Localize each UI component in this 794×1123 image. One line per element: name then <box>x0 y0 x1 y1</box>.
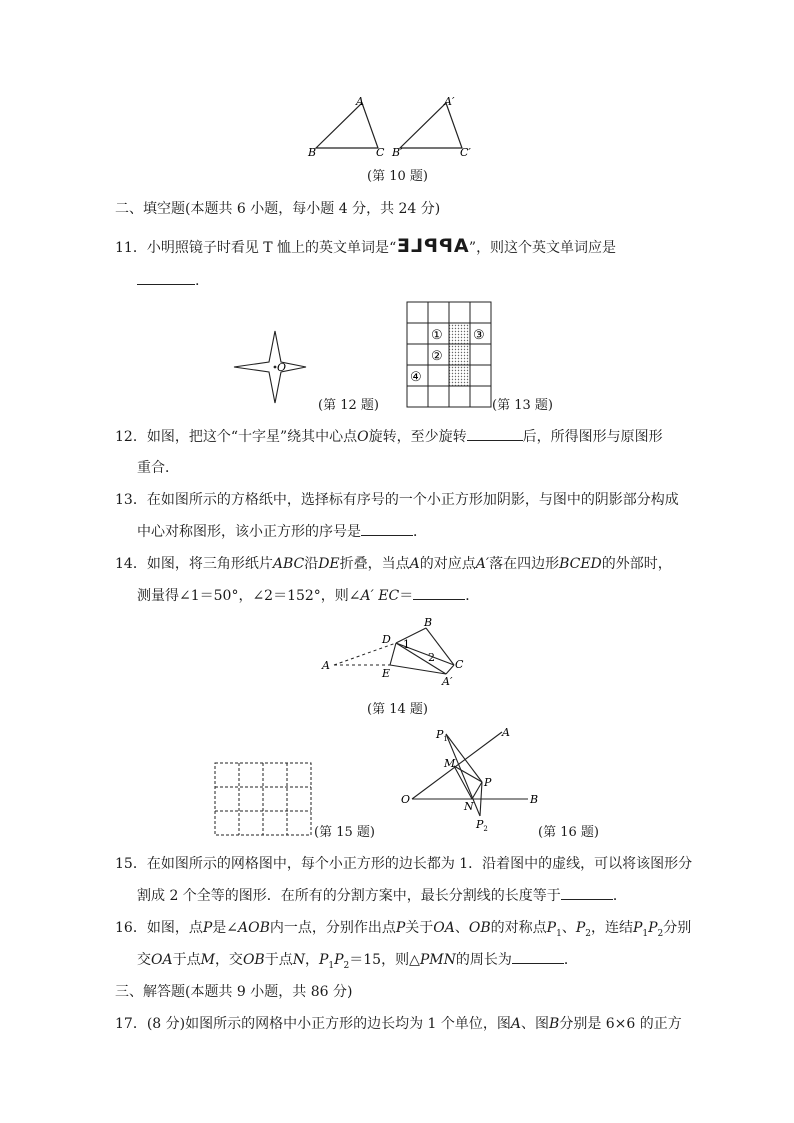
fig14-angle-1: 1 <box>403 638 410 651</box>
q14-answer-blank[interactable] <box>413 585 465 600</box>
q14-text-c: 折叠，当点 <box>339 556 410 572</box>
q13-line2 <box>137 521 427 541</box>
q12-text-b: 旋转，至少旋转 <box>368 429 467 445</box>
q16-sub-2: 2 <box>585 928 591 939</box>
q12-text-a: 12．如图，把这个“十字星”绕其中心点 <box>115 429 358 445</box>
fig12-caption: (第 12 题) <box>318 398 379 413</box>
q17-text-c: 分别是 6×6 的正方 <box>559 1016 682 1032</box>
fig13-shaded-region <box>449 323 470 386</box>
section3-title: 三、解答题(本题共 9 小题，共 86 分) <box>115 984 353 1000</box>
fig16-label-N: N <box>464 800 474 813</box>
fig10-label-C-prime: C′ <box>460 146 471 159</box>
q14-var-A-prime: A′ <box>475 556 490 572</box>
q15-text-a: 割成 2 个全等的图形．在所有的分割方案中，最长分割线的长度等于 <box>137 888 561 904</box>
q16-var-P: P <box>202 920 213 936</box>
fig14-folded-triangle <box>318 614 478 692</box>
q17-text-b: 、图 <box>521 1016 550 1032</box>
fig15-dashed-grid <box>212 760 314 836</box>
q16-sep2: 、 <box>561 920 576 936</box>
q16-text-f: ，连结 <box>590 920 633 936</box>
q16-line2 <box>137 949 578 971</box>
q12-var-O: O <box>357 429 369 445</box>
q16-var-OA-2: OA <box>151 952 173 968</box>
q16-text-d: 关于 <box>405 920 434 936</box>
q16-text-j: ，交 <box>214 952 243 968</box>
q11-suffix: ，则这个英文单词应是 <box>476 240 617 256</box>
q14-line1 <box>115 553 672 573</box>
q14-text-g: 测量得∠1＝50°，∠2＝152°，则∠ <box>137 588 361 604</box>
q15-line1: 15．在如图所示的网格图中，每个小正方形的边长都为 1．沿着图中的虚线，可以将该图形分 <box>115 856 693 872</box>
q16-text-a: 16．如图，点 <box>115 920 203 936</box>
q16-text-g: 分别 <box>663 920 692 936</box>
q14-text-e: 落在四边形 <box>489 556 560 572</box>
q16-text-n: 的周长为 <box>455 952 512 968</box>
q14-text-f: 的外部时， <box>601 556 672 572</box>
fig16-caption: (第 16 题) <box>538 825 599 840</box>
q16-sub-1: 1 <box>556 928 562 939</box>
fig16-label-M: M <box>444 757 456 770</box>
q14-line2 <box>137 585 479 605</box>
q16-sub-2c: 2 <box>343 960 350 971</box>
fig15-caption: (第 15 题) <box>314 825 375 840</box>
fig16-label-O: O <box>401 793 411 806</box>
q16-var-P1-c: P <box>318 952 329 968</box>
q15-text-b: ． <box>612 888 627 904</box>
q17-text-a: 17．(8 分)如图所示的网格中小正方形的边长均为 1 个单位，图 <box>115 1016 511 1032</box>
q16-sub-2b: 2 <box>657 928 664 939</box>
fig16-label-P1 <box>435 728 448 743</box>
q16-var-P2-b: P <box>648 920 658 936</box>
fig16-angle-reflection <box>396 722 550 838</box>
q13-line1: 13．在如图所示的方格纸中，选择标有序号的一个小正方形加阴影，与图中的阴影部分构成 <box>115 492 679 508</box>
q11-open-quote: “ <box>389 240 397 256</box>
fig10-triangles <box>300 92 490 160</box>
fig16-label-P2-sub: 2 <box>483 825 488 833</box>
fig13-label-3: ③ <box>473 328 485 343</box>
q12-line2: 重合． <box>137 460 179 476</box>
q14-text-b: 沿 <box>304 556 319 572</box>
fig14-label-A: A <box>322 659 330 672</box>
q12-answer-blank[interactable] <box>467 426 523 441</box>
q14-var-DE: DE <box>318 556 340 572</box>
fig16-label-B: B <box>530 793 539 806</box>
q13-text-b: ． <box>413 524 427 540</box>
q14-var-ABC: ABC <box>272 556 305 572</box>
fig13-caption: (第 13 题) <box>492 398 553 413</box>
fig14-caption: (第 14 题) <box>367 702 428 717</box>
q16-text-l: ， <box>304 952 319 968</box>
q16-var-P1-b: P <box>632 920 643 936</box>
q14-text-i: ． <box>465 588 480 604</box>
q16-text-k: 于点 <box>264 952 293 968</box>
q16-var-OA: OA <box>433 920 455 936</box>
q16-var-M: M <box>200 952 215 968</box>
fig12-center-O: O <box>277 361 287 374</box>
q17-line1 <box>115 1013 682 1033</box>
q15-answer-blank[interactable] <box>561 885 613 900</box>
q16-text-b: 是∠ <box>212 920 238 936</box>
q16-text-m: ＝15，则△ <box>349 952 420 968</box>
fig10-label-C: C <box>376 146 385 159</box>
q16-var-P-again: P <box>395 920 406 936</box>
q14-text-d: 的对应点 <box>419 556 476 572</box>
fig14-angle-2: 2 <box>428 651 435 664</box>
fig13-grid <box>406 300 494 408</box>
fig10-caption: (第 10 题) <box>367 169 428 184</box>
q13-answer-blank[interactable] <box>361 521 413 536</box>
q16-var-PMN: PMN <box>419 952 456 968</box>
fig16-label-P1-main: P <box>436 728 444 741</box>
q11-close-quote: ” <box>468 240 477 256</box>
q14-var-A: A <box>409 556 420 572</box>
q17-var-A: A <box>510 1016 522 1032</box>
fig14-label-E: E <box>382 667 391 680</box>
q12-text-c: 后，所得图形与原图形 <box>522 429 663 445</box>
q15-line2 <box>137 885 627 905</box>
q11-answer-blank[interactable] <box>137 270 195 285</box>
fig14-label-D: D <box>382 633 391 646</box>
q16-text-h: 交 <box>137 952 151 968</box>
q16-text-i: 于点 <box>172 952 201 968</box>
q16-line1 <box>115 917 691 939</box>
fig14-label-B: B <box>424 616 433 629</box>
q16-text-o: ． <box>563 952 578 968</box>
fig16-label-A: A <box>502 726 510 739</box>
fig10-label-A: A <box>356 95 364 108</box>
q12-line1 <box>115 426 663 446</box>
q16-sep: 、 <box>454 920 469 936</box>
fig14-label-C: C <box>455 658 464 671</box>
q16-var-P2-c: P <box>334 952 344 968</box>
q13-text-a: 中心对称图形，该小正方形的序号是 <box>137 524 361 540</box>
q11-line2 <box>137 270 199 289</box>
q16-var-P2: P <box>575 920 586 936</box>
q16-sub-1c: 1 <box>328 960 335 971</box>
q11-line1 <box>115 235 616 257</box>
q14-var-AEC: A′ EC <box>360 588 400 604</box>
q11-end: . <box>195 273 200 289</box>
fig13-label-4: ④ <box>410 370 422 385</box>
q16-var-OB-2: OB <box>242 952 265 968</box>
q16-text-e: 的对称点 <box>490 920 547 936</box>
q11-prefix: 11．小明照镜子时看见 T 恤上的英文单词是 <box>115 240 390 256</box>
fig10-label-A-prime: A′ <box>444 95 455 108</box>
fig16-label-P: P <box>484 776 492 789</box>
fig13-label-1: ① <box>431 328 443 343</box>
q11-mirror-word: APPLE <box>396 235 469 257</box>
q16-var-AOB: AOB <box>237 920 270 936</box>
q14-text-h: ＝ <box>399 588 414 604</box>
fig16-label-P2 <box>475 818 488 833</box>
fig13-label-2: ② <box>431 349 443 364</box>
section2-title: 二、填空题(本题共 6 小题，每小题 4 分，共 24 分) <box>115 201 441 217</box>
q16-var-P1: P <box>546 920 557 936</box>
q16-text-c: 内一点，分别作出点 <box>269 920 396 936</box>
q14-text-a: 14．如图，将三角形纸片 <box>115 556 273 572</box>
fig12-star <box>230 326 310 406</box>
fig10-label-B-prime: B′ <box>392 146 403 159</box>
q16-var-N: N <box>292 952 305 968</box>
q16-sub-1b: 1 <box>642 928 649 939</box>
q16-var-OB: OB <box>468 920 491 936</box>
q17-var-B: B <box>549 1016 560 1032</box>
q14-var-BCED: BCED <box>559 556 602 572</box>
fig16-label-P1-sub: 1 <box>443 735 448 743</box>
fig10-label-B: B <box>308 146 317 159</box>
fig14-label-A-prime: A′ <box>442 675 453 688</box>
q16-answer-blank[interactable] <box>512 949 564 964</box>
fig16-label-P2-main: P <box>476 818 484 831</box>
